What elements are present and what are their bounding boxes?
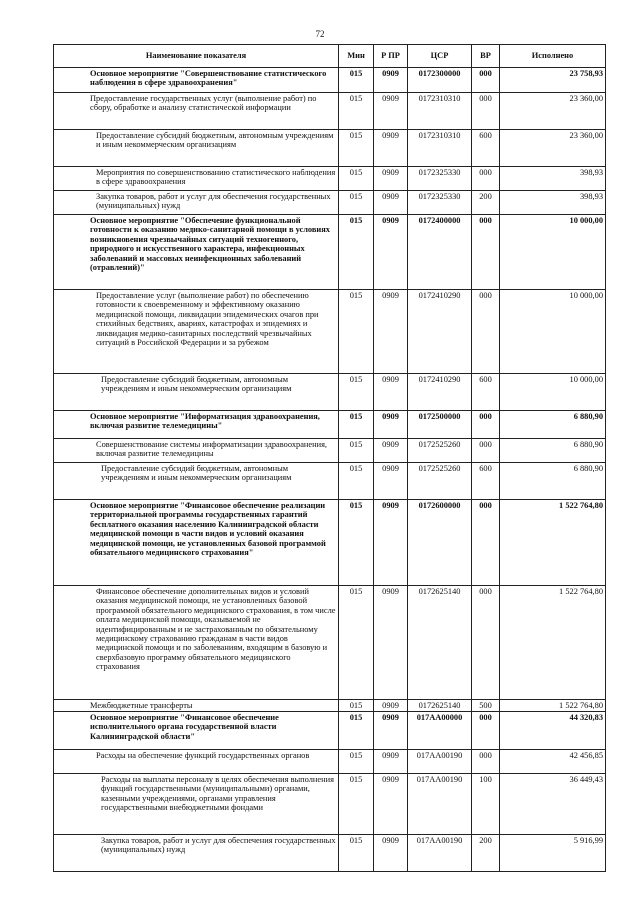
- row-section: 0909: [374, 68, 408, 93]
- table-row: [54, 750, 606, 774]
- page-number: 72: [315, 29, 325, 39]
- row-target-article: 0172525260: [408, 439, 472, 463]
- row-target-article: 0172625140: [408, 586, 472, 700]
- row-executed: 44 320,83: [500, 712, 606, 750]
- row-executed: 10 000,00: [500, 215, 606, 290]
- row-executed: 23 360,00: [500, 130, 606, 167]
- row-name: Предоставление услуг (выполнение работ) по обеспечению готовности к своевременному и эффективному оказанию медицинской помощи, ликвидации эпидемических очагов при стихийных бедствиях, авариях, катастрофах и эпидемиях и ликвидация медико-санитарных последствий чрезвычайных ситуаций в Российской Федерации и за рубежом: [54, 290, 339, 374]
- row-name: Предоставление субсидий бюджетным, автономным учреждениям и иным некоммерческим организациям: [54, 374, 339, 411]
- row-ministry: 015: [339, 700, 374, 712]
- row-ministry: 015: [339, 774, 374, 835]
- table-row: [54, 93, 606, 130]
- row-name: Закупка товаров, работ и услуг для обеспечения государственных (муниципальных) нужд: [54, 835, 339, 872]
- table-row: [54, 500, 606, 586]
- row-expense-type: 000: [472, 411, 500, 439]
- row-target-article: 0172500000: [408, 411, 472, 439]
- row-executed: 6 880,90: [500, 463, 606, 500]
- row-name: Основное мероприятие "Информатизация здравоохранения, включая развитие телемедицины": [54, 411, 339, 439]
- row-name: Расходы на выплаты персоналу в целях обеспечения выполнения функций государственными (муниципальными) органами, казенными учреждениями, органами управления государственными внебюджетными фондами: [54, 774, 339, 835]
- row-target-article: 0172625140: [408, 700, 472, 712]
- table-row: [54, 167, 606, 191]
- row-ministry: 015: [339, 439, 374, 463]
- row-ministry: 015: [339, 586, 374, 700]
- row-target-article: 017АА00190: [408, 774, 472, 835]
- table-row: [54, 439, 606, 463]
- row-expense-type: 000: [472, 439, 500, 463]
- row-name: Закупка товаров, работ и услуг для обеспечения государственных (муниципальных) нужд: [54, 191, 339, 215]
- row-ministry: 015: [339, 290, 374, 374]
- row-executed: 36 449,43: [500, 774, 606, 835]
- row-name: Основное мероприятие "Совершенствование статистического наблюдения в сфере здравоохранения": [54, 68, 339, 93]
- row-expense-type: 000: [472, 215, 500, 290]
- row-expense-type: 000: [472, 586, 500, 700]
- row-target-article: 0172400000: [408, 215, 472, 290]
- row-target-article: 0172325330: [408, 191, 472, 215]
- row-executed: 6 880,90: [500, 439, 606, 463]
- row-executed: 23 758,93: [500, 68, 606, 93]
- row-executed: 1 522 764,80: [500, 700, 606, 712]
- row-section: 0909: [374, 774, 408, 835]
- row-executed: 398,93: [500, 191, 606, 215]
- row-ministry: 015: [339, 167, 374, 191]
- row-expense-type: 000: [472, 93, 500, 130]
- row-expense-type: 000: [472, 290, 500, 374]
- table-row: [54, 130, 606, 167]
- row-name: Предоставление государственных услуг (выполнение работ) по сбору, обработке и анализу статистической информации: [54, 93, 339, 130]
- row-ministry: 015: [339, 374, 374, 411]
- row-target-article: 0172410290: [408, 374, 472, 411]
- row-section: 0909: [374, 700, 408, 712]
- header-target-article: ЦСР: [408, 45, 472, 68]
- table-row: [54, 374, 606, 411]
- table-row: [54, 835, 606, 872]
- row-section: 0909: [374, 167, 408, 191]
- row-section: 0909: [374, 374, 408, 411]
- row-expense-type: 200: [472, 191, 500, 215]
- row-section: 0909: [374, 750, 408, 774]
- row-executed: 5 916,99: [500, 835, 606, 872]
- row-name: Основное мероприятие "Финансовое обеспечение исполнительного органа государственной власти Калининградской области": [54, 712, 339, 750]
- row-name: Предоставление субсидий бюджетным, автономным учреждениям и иным некоммерческим организациям: [54, 130, 339, 167]
- row-name: Предоставление субсидий бюджетным, автономным учреждениям и иным некоммерческим организациям: [54, 463, 339, 500]
- table-row: [54, 700, 606, 712]
- header-section: Р ПР: [374, 45, 408, 68]
- row-executed: 23 360,00: [500, 93, 606, 130]
- row-name: Основное мероприятие "Обеспечение функциональной готовности к оказанию медико-санитарной помощи в условиях возникновения чрезвычайных ситуаций техногенного, природного и искусственного характера, инфекционных заболеваний и массовых неинфекционных заболеваний (отравлений)": [54, 215, 339, 290]
- row-target-article: 0172310310: [408, 93, 472, 130]
- row-executed: 42 456,85: [500, 750, 606, 774]
- row-ministry: 015: [339, 411, 374, 439]
- row-section: 0909: [374, 191, 408, 215]
- row-ministry: 015: [339, 130, 374, 167]
- header-indicator-name: Наименование показателя: [54, 45, 339, 68]
- row-ministry: 015: [339, 712, 374, 750]
- row-target-article: 0172300000: [408, 68, 472, 93]
- row-expense-type: 600: [472, 374, 500, 411]
- row-section: 0909: [374, 439, 408, 463]
- row-target-article: 0172310310: [408, 130, 472, 167]
- table-row: [54, 215, 606, 290]
- row-target-article: 0172600000: [408, 500, 472, 586]
- row-target-article: 017АА00000: [408, 712, 472, 750]
- row-ministry: 015: [339, 835, 374, 872]
- row-section: 0909: [374, 500, 408, 586]
- row-section: 0909: [374, 411, 408, 439]
- row-name: Совершенствование системы информатизации здравоохранения, включая развитие телемедицины: [54, 439, 339, 463]
- table-row: [54, 774, 606, 835]
- row-section: 0909: [374, 712, 408, 750]
- header-expense-type: ВР: [472, 45, 500, 68]
- row-section: 0909: [374, 93, 408, 130]
- table-row: [54, 290, 606, 374]
- row-name: Основное мероприятие "Финансовое обеспечение реализации территориальной программы государственных гарантий бесплатного оказания населению Калининградской области медицинской помощи в части видов и условий оказания медицинской помощи, не установленных базовой программой обязательного медицинского страхования": [54, 500, 339, 586]
- row-section: 0909: [374, 130, 408, 167]
- table-row: [54, 191, 606, 215]
- row-target-article: 017АА00190: [408, 750, 472, 774]
- row-expense-type: 500: [472, 700, 500, 712]
- row-target-article: 0172525260: [408, 463, 472, 500]
- row-ministry: 015: [339, 500, 374, 586]
- row-section: 0909: [374, 215, 408, 290]
- row-name: Мероприятия по совершенствованию статистического наблюдения в сфере здравоохранения: [54, 167, 339, 191]
- table-row: [54, 463, 606, 500]
- row-ministry: 015: [339, 215, 374, 290]
- row-executed: 398,93: [500, 167, 606, 191]
- row-expense-type: 000: [472, 68, 500, 93]
- header-ministry: Мин: [339, 45, 374, 68]
- row-section: 0909: [374, 463, 408, 500]
- row-section: 0909: [374, 835, 408, 872]
- row-expense-type: 000: [472, 167, 500, 191]
- row-expense-type: 000: [472, 750, 500, 774]
- row-target-article: 0172325330: [408, 167, 472, 191]
- row-executed: 6 880,90: [500, 411, 606, 439]
- table-row: [54, 586, 606, 700]
- row-target-article: 0172410290: [408, 290, 472, 374]
- row-expense-type: 000: [472, 712, 500, 750]
- row-executed: 1 522 764,80: [500, 500, 606, 586]
- row-target-article: 017АА00190: [408, 835, 472, 872]
- row-ministry: 015: [339, 463, 374, 500]
- row-expense-type: 000: [472, 500, 500, 586]
- row-ministry: 015: [339, 93, 374, 130]
- row-name: Межбюджетные трансферты: [54, 700, 339, 712]
- table-header-row: [54, 45, 606, 68]
- table-row: [54, 712, 606, 750]
- row-ministry: 015: [339, 750, 374, 774]
- row-section: 0909: [374, 586, 408, 700]
- table-row: [54, 411, 606, 439]
- row-name: Финансовое обеспечение дополнительных видов и условий оказания медицинской помощи, не установленных базовой программой обязательного медицинского страхования, в том числе оплата медицинской помощи, оказываемой не идентифицированным и не застрахованным по обязательному медицинскому страхованию гражданам в части видов медицинской помощи и по заболеваниям, входящим в базовую и сверхбазовую программу обязательного медицинского страхования: [54, 586, 339, 700]
- row-expense-type: 600: [472, 130, 500, 167]
- row-ministry: 015: [339, 191, 374, 215]
- row-executed: 10 000,00: [500, 290, 606, 374]
- row-name: Расходы на обеспечение функций государственных органов: [54, 750, 339, 774]
- row-executed: 1 522 764,80: [500, 586, 606, 700]
- row-section: 0909: [374, 290, 408, 374]
- row-ministry: 015: [339, 68, 374, 93]
- row-expense-type: 600: [472, 463, 500, 500]
- table-row: [54, 68, 606, 93]
- budget-execution-table: [53, 44, 606, 872]
- row-expense-type: 100: [472, 774, 500, 835]
- row-executed: 10 000,00: [500, 374, 606, 411]
- header-executed: Исполнено: [500, 45, 606, 68]
- row-expense-type: 200: [472, 835, 500, 872]
